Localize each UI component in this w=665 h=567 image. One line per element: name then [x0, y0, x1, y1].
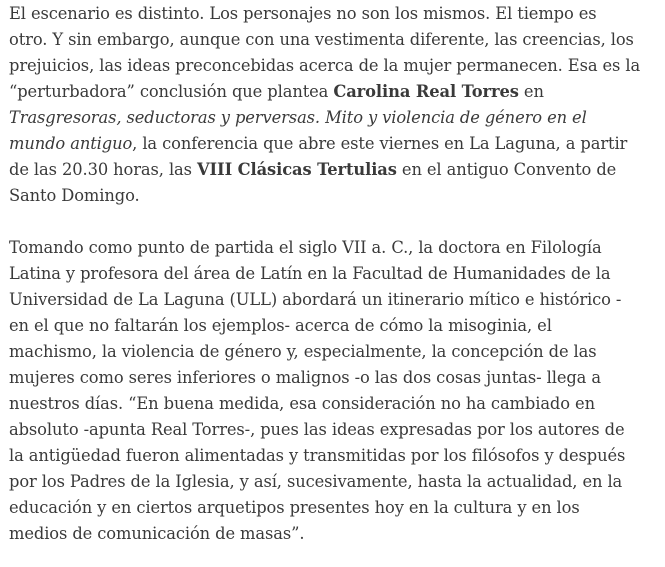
paragraph-line: por los Padres de la Iglesia, y así, sucesivamente, hasta la actualidad, en la: [9, 472, 623, 491]
conference-title: Trasgresoras, seductoras y perversas. Mito y violencia de género en el: [9, 108, 587, 127]
article-body: [9, 1, 663, 547]
paragraph-line: El escenario es distinto. Los personajes no son los mismos. El tiempo es: [9, 4, 597, 23]
paragraph-line: machismo, la violencia de género y, especialmente, la concepción de las: [9, 342, 597, 361]
paragraph-line: absoluto -apunta Real Torres-, pues las ideas expresadas por los autores de: [9, 420, 625, 439]
paragraph-line: educación y en ciertos arquetipos presentes hoy en la cultura y en los: [9, 498, 580, 517]
paragraph-line: mujeres como seres inferiores o malignos -o las dos cosas juntas- llega a: [9, 368, 601, 387]
paragraph-text: en: [518, 82, 544, 101]
article-paragraph-1: [9, 1, 663, 209]
paragraph-line: [9, 131, 663, 157]
paragraph-line: en el que no faltarán los ejemplos- acerca de cómo la misoginia, el: [9, 316, 552, 335]
paragraph-line: medios de comunicación de masas”.: [9, 524, 305, 543]
paragraph-line: Santo Domingo.: [9, 186, 140, 205]
speaker-name: Carolina Real Torres: [333, 82, 519, 101]
paragraph-line: Universidad de La Laguna (ULL) abordará un itinerario mítico e histórico -: [9, 290, 622, 309]
paragraph-line: nuestros días. “En buena medida, esa consideración no ha cambiado en: [9, 394, 595, 413]
paragraph-line: Tomando como punto de partida el siglo VII a. C., la doctora en Filología: [9, 238, 602, 257]
paragraph-text: , la conferencia que abre este viernes en La Laguna, a partir: [132, 134, 628, 153]
paragraph-line: prejuicios, las ideas preconcebidas acerca de la mujer permanecen. Esa es la: [9, 56, 641, 75]
paragraph-line: [9, 157, 663, 183]
paragraph-line: [9, 79, 663, 105]
paragraph-line: la antigüedad fueron alimentadas y transmitidas por los filósofos y después: [9, 446, 626, 465]
paragraph-line: otro. Y sin embargo, aunque con una vestimenta diferente, las creencias, los: [9, 30, 634, 49]
article-paragraph-2: [9, 235, 663, 547]
conference-title-end: mundo antiguo: [9, 134, 133, 153]
event-name: VIII Clásicas Tertulias: [197, 160, 397, 179]
paragraph-line: Latina y profesora del área de Latín en la Facultad de Humanidades de la: [9, 264, 611, 283]
paragraph-text: “perturbadora” conclusión que plantea: [9, 82, 334, 101]
paragraph-text: en el antiguo Convento de: [396, 160, 617, 179]
paragraph-text: de las 20.30 horas, las: [9, 160, 197, 179]
